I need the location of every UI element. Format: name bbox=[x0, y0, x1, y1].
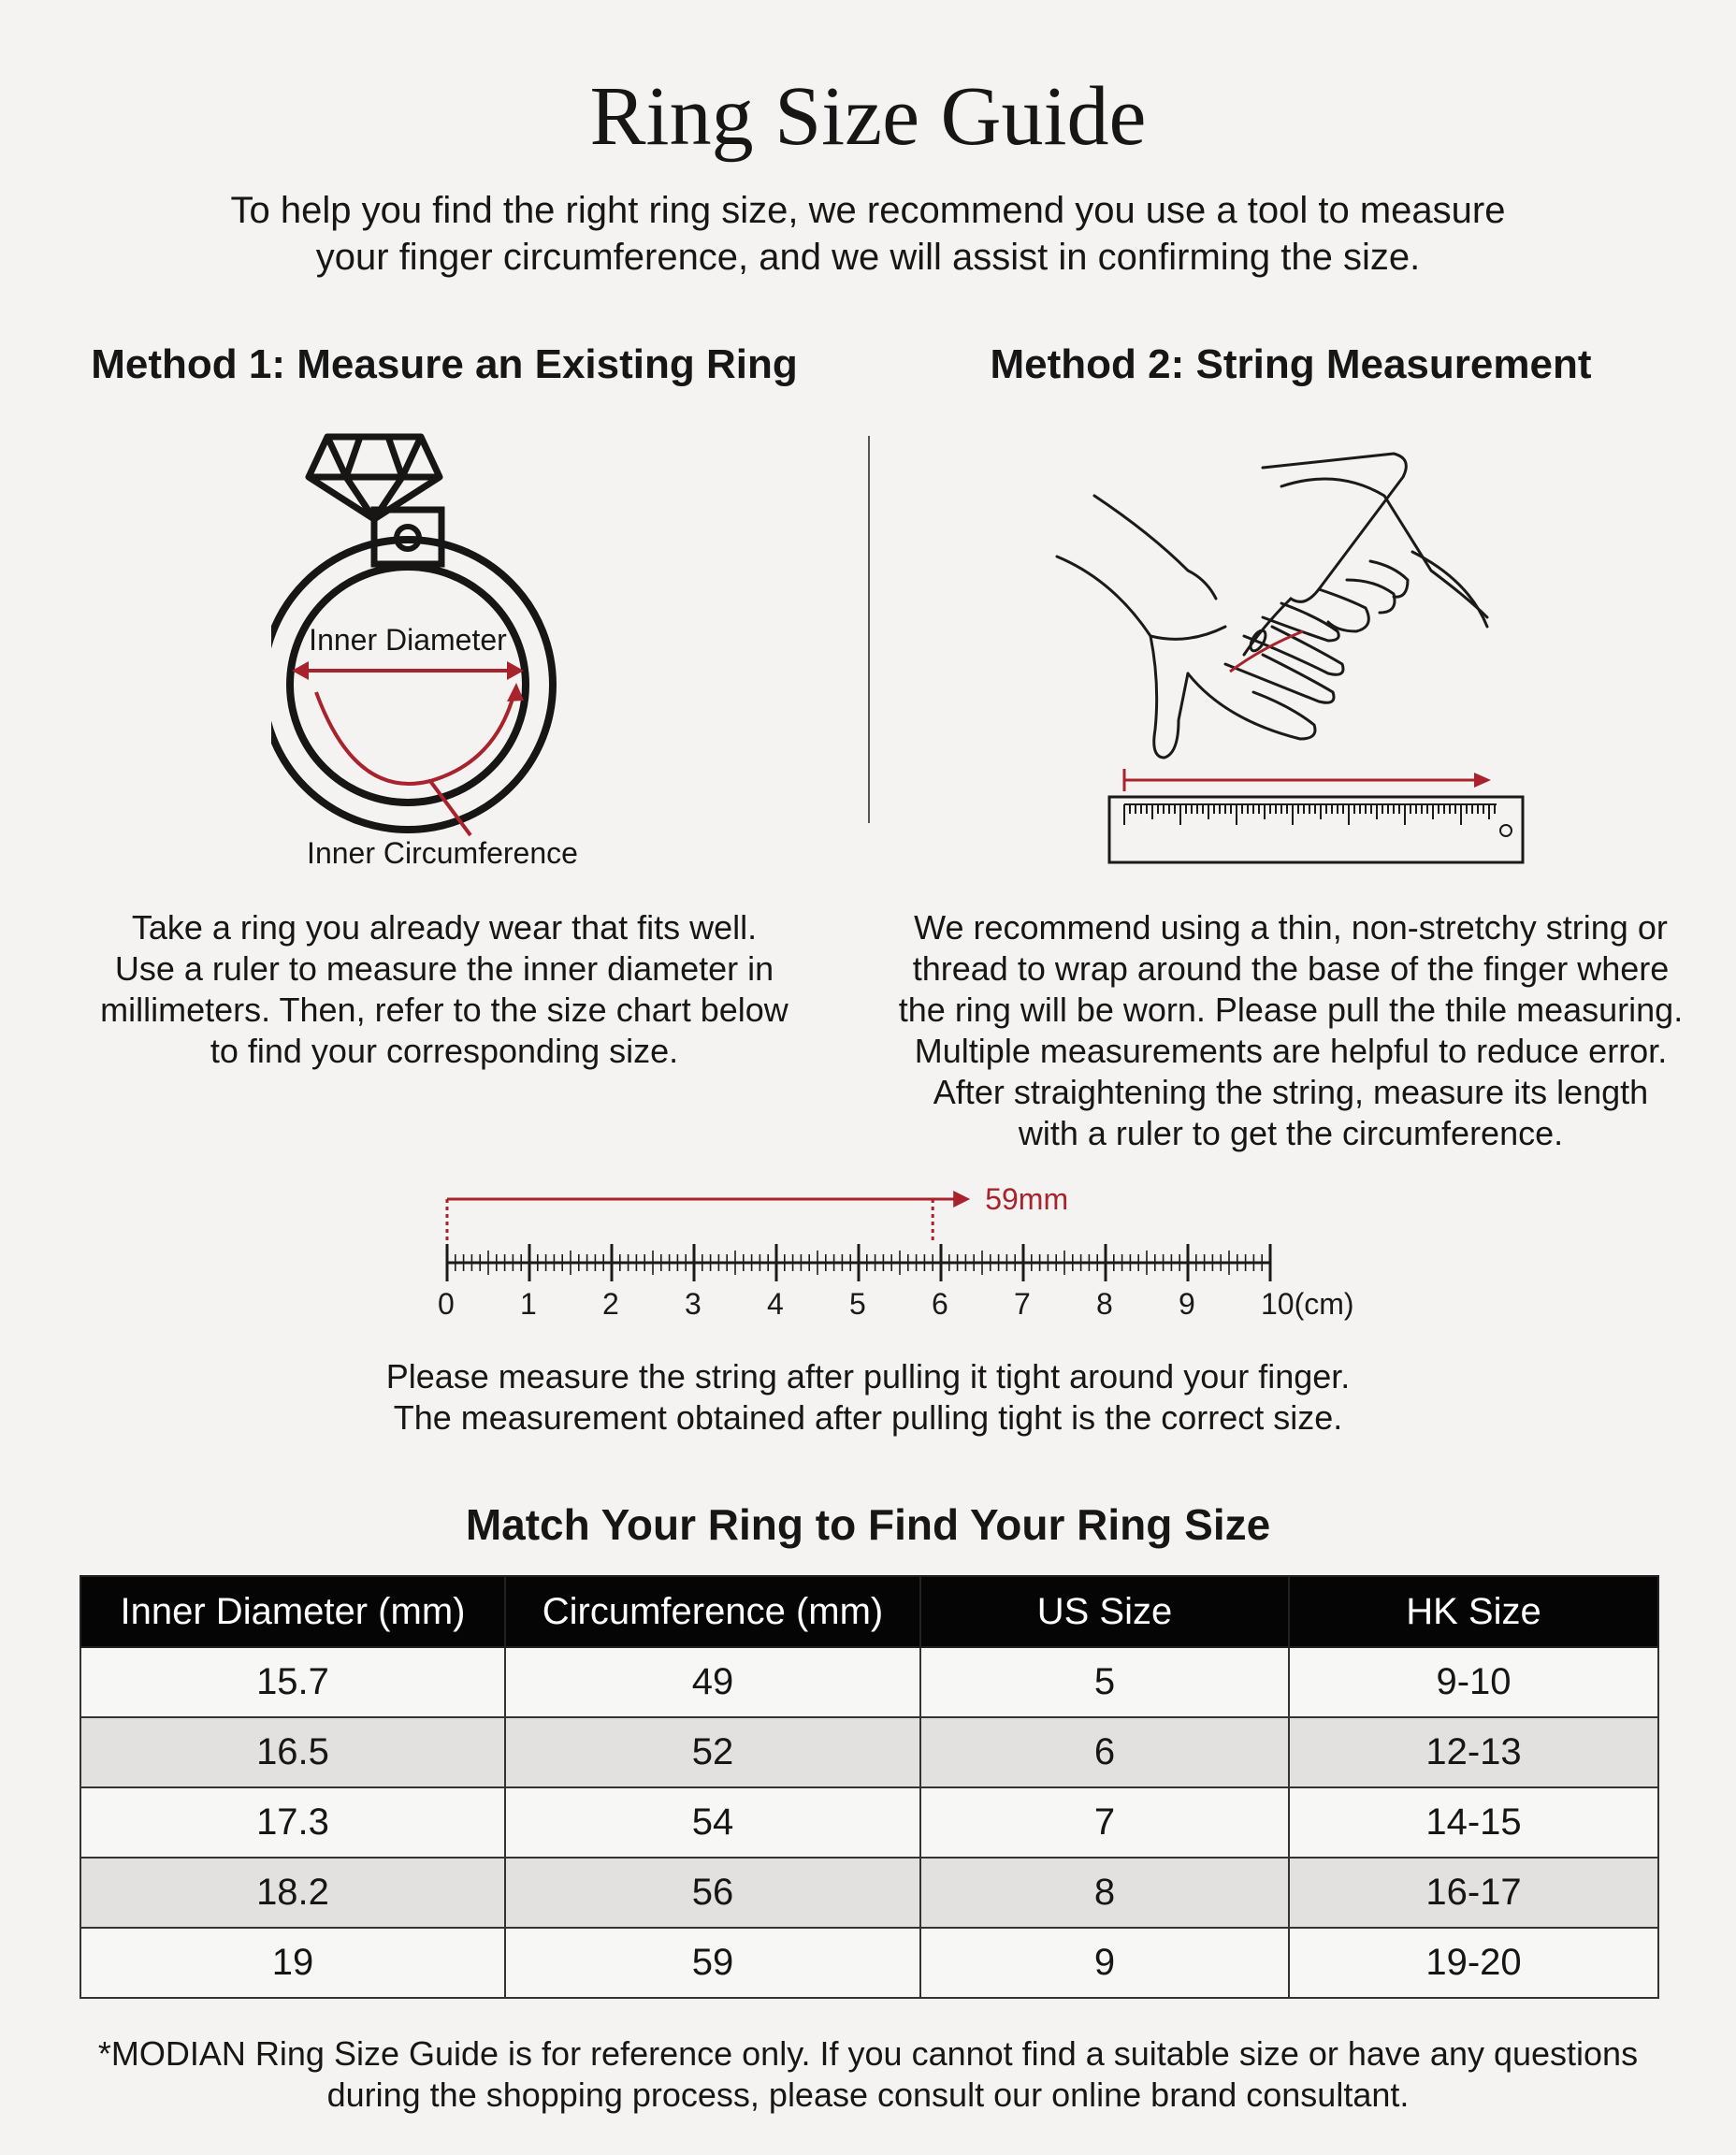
method2-line: Multiple measurements are helpful to reduce error. bbox=[914, 1032, 1668, 1070]
inner-diameter-label: Inner Diameter bbox=[309, 623, 507, 657]
method2-line: thread to wrap around the base of the finger where bbox=[912, 949, 1670, 988]
cell-circumference: 56 bbox=[505, 1858, 920, 1928]
ruler-tick-label: 0 bbox=[438, 1287, 455, 1321]
ruler-tick-label: 3 bbox=[685, 1287, 702, 1321]
cell-us-size: 9 bbox=[920, 1928, 1289, 1998]
table-header-row bbox=[80, 1576, 1658, 1647]
cell-inner-diameter: 19 bbox=[80, 1928, 505, 1998]
cell-inner-diameter: 16.5 bbox=[80, 1717, 505, 1787]
method2-line: with a ruler to get the circumference. bbox=[1018, 1114, 1564, 1152]
measurement-ruler bbox=[412, 1179, 1384, 1338]
cell-us-size: 7 bbox=[920, 1787, 1289, 1858]
inner-circumference-label: Inner Circumference bbox=[307, 836, 578, 870]
cell-circumference: 52 bbox=[505, 1717, 920, 1787]
cell-circumference: 54 bbox=[505, 1787, 920, 1858]
intro-line: your finger circumference, and we will assist in confirming the size. bbox=[315, 237, 1421, 278]
header-hk-size: HK Size bbox=[1289, 1576, 1658, 1647]
cell-hk-size: 9-10 bbox=[1289, 1647, 1658, 1717]
table-row bbox=[80, 1717, 1658, 1787]
table-row bbox=[80, 1647, 1658, 1717]
method1-description bbox=[84, 907, 804, 1072]
table-row bbox=[80, 1787, 1658, 1858]
disclaimer-line: during the shopping process, please consult our online brand consultant. bbox=[326, 2075, 1410, 2114]
ruler-icon bbox=[1109, 769, 1523, 862]
cell-hk-size: 16-17 bbox=[1289, 1858, 1658, 1928]
cell-us-size: 5 bbox=[920, 1647, 1289, 1717]
measure-label: 59mm bbox=[985, 1182, 1069, 1216]
size-table bbox=[80, 1575, 1659, 1999]
ruler-tick-label: 5 bbox=[849, 1287, 866, 1321]
cell-us-size: 6 bbox=[920, 1717, 1289, 1787]
ruler-tick-label: 4 bbox=[767, 1287, 784, 1321]
ruler-note-line: Please measure the string after pulling it tight around your finger. bbox=[385, 1357, 1351, 1396]
method1-line: Use a ruler to measure the inner diameter in bbox=[114, 949, 774, 988]
method1-line: to find your corresponding size. bbox=[210, 1032, 679, 1070]
method-divider bbox=[868, 436, 870, 823]
intro-line: To help you find the right ring size, we recommend you use a tool to measure bbox=[230, 190, 1506, 231]
method2-line: the ring will be worn. Please pull the thile measuring. bbox=[898, 991, 1684, 1029]
disclaimer-line: *MODIAN Ring Size Guide is for reference only. If you cannot find a suitable size or have any questions bbox=[97, 2034, 1639, 2073]
page-title: Ring Size Guide bbox=[589, 70, 1147, 163]
ruler-tick-label: 10(cm) bbox=[1261, 1287, 1354, 1321]
header-circumference: Circumference (mm) bbox=[505, 1576, 920, 1647]
cell-inner-diameter: 17.3 bbox=[80, 1787, 505, 1858]
ruler-note bbox=[281, 1356, 1455, 1439]
ruler-tick-label: 7 bbox=[1014, 1287, 1031, 1321]
ruler-tick-label: 8 bbox=[1096, 1287, 1113, 1321]
method1-title: Method 1: Measure an Existing Ring bbox=[91, 341, 798, 387]
table-row bbox=[80, 1928, 1658, 1998]
disclaimer bbox=[94, 2033, 1642, 2116]
method1-line: Take a ring you already wear that fits well. bbox=[131, 908, 758, 947]
ruler-tick-label: 2 bbox=[602, 1287, 619, 1321]
table-row bbox=[80, 1858, 1658, 1928]
cell-hk-size: 19-20 bbox=[1289, 1928, 1658, 1998]
cell-hk-size: 14-15 bbox=[1289, 1787, 1658, 1858]
ring-diagram-icon bbox=[271, 426, 645, 884]
ruler-tick-label: 9 bbox=[1179, 1287, 1195, 1321]
method2-line: We recommend using a thin, non-stretchy string or bbox=[914, 908, 1668, 947]
method2-title: Method 2: String Measurement bbox=[990, 341, 1592, 387]
method2-line: After straightening the string, measure its length bbox=[933, 1073, 1649, 1111]
measure-arrow-head bbox=[953, 1191, 970, 1208]
header-us-size: US Size bbox=[920, 1576, 1289, 1647]
size-table-title: Match Your Ring to Find Your Ring Size bbox=[465, 1500, 1271, 1549]
cell-inner-diameter: 18.2 bbox=[80, 1858, 505, 1928]
method2-description bbox=[889, 907, 1693, 1154]
cell-circumference: 49 bbox=[505, 1647, 920, 1717]
cell-circumference: 59 bbox=[505, 1928, 920, 1998]
cell-us-size: 8 bbox=[920, 1858, 1289, 1928]
method1-line: millimeters. Then, refer to the size chart below bbox=[100, 991, 788, 1029]
cell-inner-diameter: 15.7 bbox=[80, 1647, 505, 1717]
ruler-tick-label: 1 bbox=[520, 1287, 537, 1321]
header-inner-diameter: Inner Diameter (mm) bbox=[80, 1576, 505, 1647]
ruler-tick-label: 6 bbox=[932, 1287, 948, 1321]
ruler-note-line: The measurement obtained after pulling tight is the correct size. bbox=[393, 1398, 1343, 1437]
hand-with-string-icon bbox=[1038, 440, 1543, 870]
intro-text bbox=[168, 187, 1568, 281]
cell-hk-size: 12-13 bbox=[1289, 1717, 1658, 1787]
